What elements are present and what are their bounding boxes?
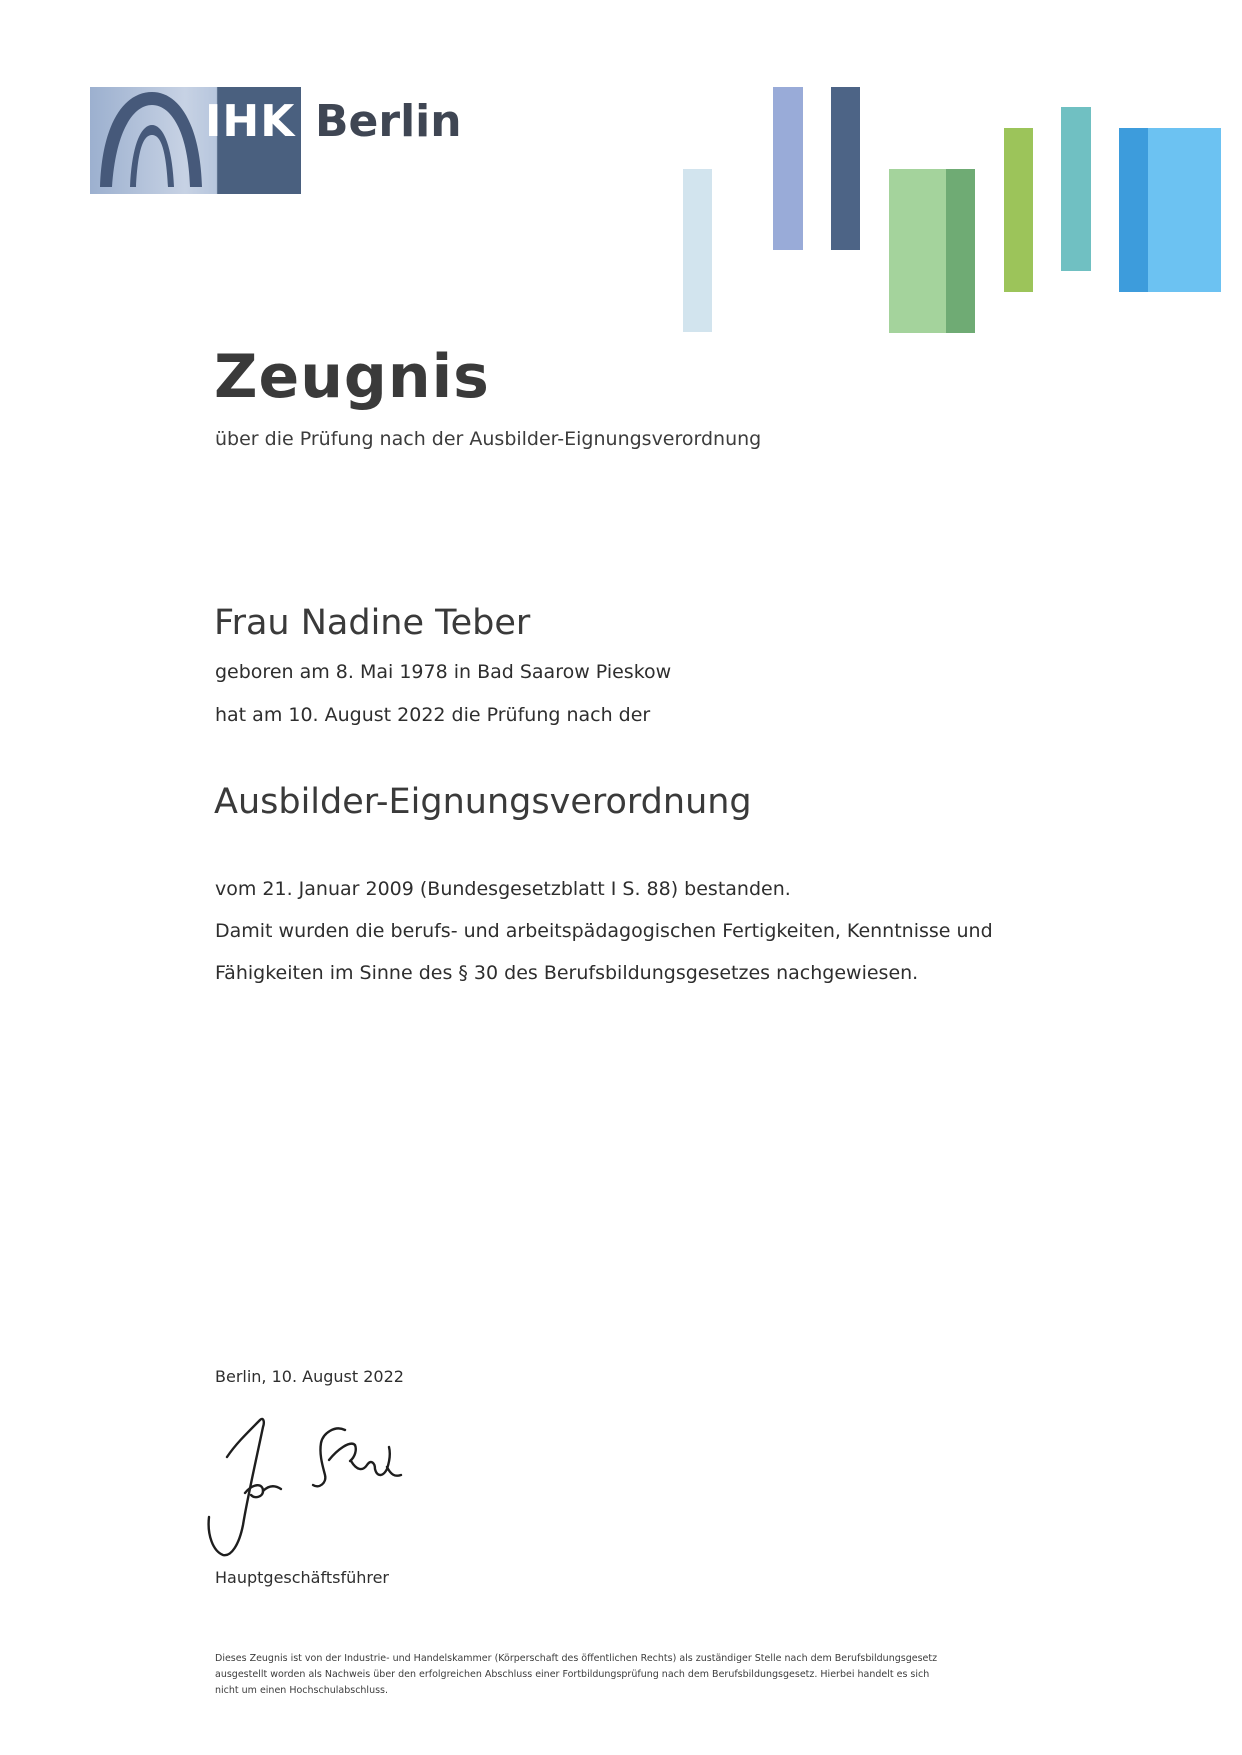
birth-line: geboren am 8. Mai 1978 in Bad Saarow Pieskow	[215, 661, 672, 683]
recipient-name: Frau Nadine Teber	[214, 603, 531, 643]
document-subtitle: über die Prüfung nach der Ausbilder-Eignungsverordnung	[215, 428, 762, 450]
decor-bar-light-green	[889, 169, 946, 333]
exam-line: hat am 10. August 2022 die Prüfung nach der	[215, 704, 651, 726]
decor-bar-dark-green	[946, 169, 975, 333]
decor-bar-pale-blue	[683, 169, 712, 332]
logo-city-text: Berlin	[315, 96, 462, 147]
decor-bar-sky	[1148, 128, 1221, 292]
body-line: Damit wurden die berufs- und arbeitspädagogischen Fertigkeiten, Kenntnisse und	[215, 920, 993, 942]
logo-ihk-text: IHK	[205, 96, 296, 147]
handwritten-signature	[205, 1405, 445, 1569]
signer-role: Hauptgeschäftsführer	[215, 1568, 390, 1587]
decor-bar-teal	[1061, 107, 1091, 271]
body-line: Fähigkeiten im Sinne des § 30 des Berufsbildungsgesetzes nachgewiesen.	[215, 962, 919, 984]
body-line: vom 21. Januar 2009 (Bundesgesetzblatt I S. 88) bestanden.	[215, 878, 791, 900]
decor-bar-periwinkle	[773, 87, 803, 250]
footnote: Dieses Zeugnis ist von der Industrie- und Handelskammer (Körperschaft des öffentlichen Rechts) als zuständiger Stelle nach dem Berufsbildungsgesetz ausgestellt worden als Nachweis über den erfolgreichen Abschluss einer Fortbildungsprüfung nach dem Berufsbildungsgesetz. Hierbei handelt es sich nicht um einen Hochschulabschluss.	[215, 1653, 938, 1696]
regulation-title: Ausbilder-Eignungsverordnung	[214, 782, 752, 822]
place-date: Berlin, 10. August 2022	[215, 1367, 404, 1386]
decor-bar-lime	[1004, 128, 1033, 292]
document-title: Zeugnis	[214, 342, 490, 412]
decor-bar-navy	[831, 87, 860, 250]
decor-bar-blue	[1119, 128, 1148, 292]
